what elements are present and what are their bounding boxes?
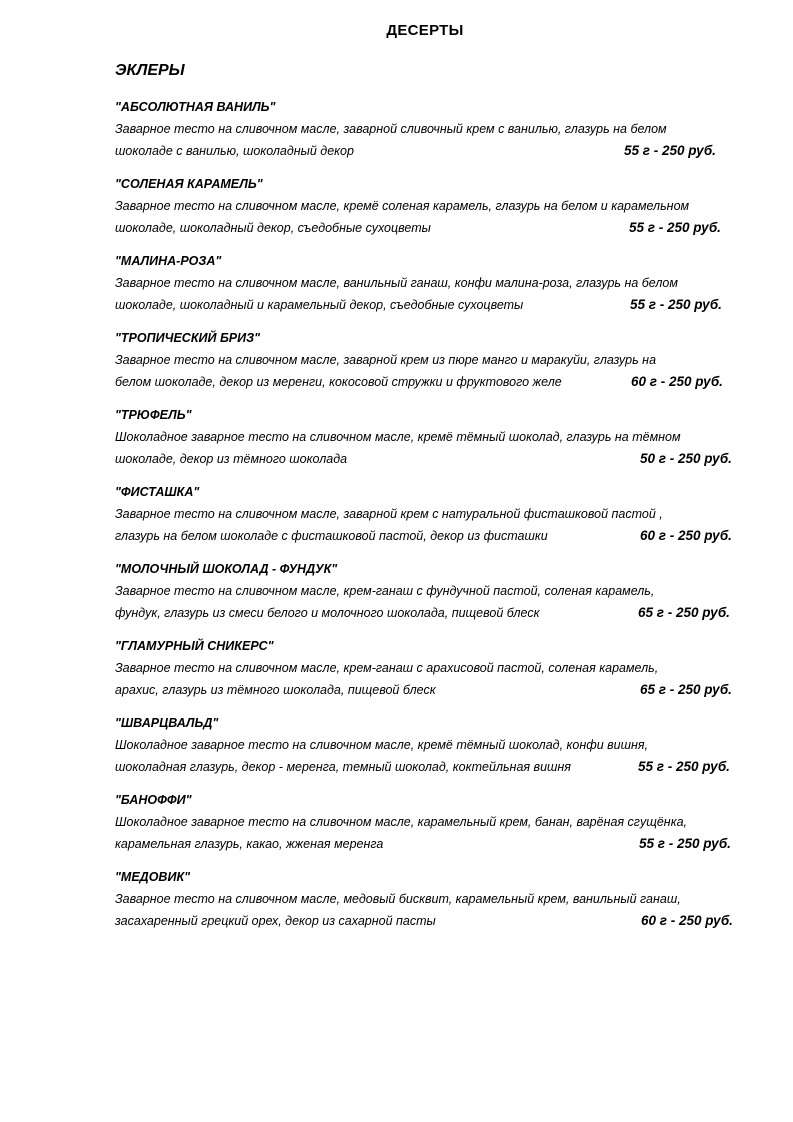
menu-item bbox=[115, 483, 755, 560]
item-description-text: белом шоколаде, декор из меренги, кокосовой стружки и фруктового желе bbox=[115, 375, 562, 389]
item-description-line1: Шоколадное заварное тесто на сливочном масле, карамельный крем, банан, варёная сгущёнка, bbox=[115, 815, 688, 829]
menu-item bbox=[115, 406, 755, 483]
item-name: "МОЛОЧНЫЙ ШОКОЛАД - ФУНДУК" bbox=[115, 562, 338, 576]
menu-item bbox=[115, 637, 755, 714]
item-description-line2 bbox=[115, 833, 755, 855]
item-name: "ФИСТАШКА" bbox=[115, 485, 200, 499]
menu-items-list bbox=[115, 98, 755, 945]
menu-item bbox=[115, 560, 755, 637]
item-description-text: шоколаде, шоколадный декор, съедобные сухоцветы bbox=[115, 221, 431, 235]
item-description-line2 bbox=[115, 294, 755, 316]
item-description-line2 bbox=[115, 525, 755, 547]
item-description-line2 bbox=[115, 602, 755, 624]
item-description-line1: Заварное тесто на сливочном масле, ванильный ганаш, конфи малина-роза, глазурь на белом bbox=[115, 276, 678, 290]
item-description-text: карамельная глазурь, какао, жженая меренга bbox=[115, 837, 384, 851]
item-description-line1: Заварное тесто на сливочном масле, заварной сливочный крем с ванилью, глазурь на белом bbox=[115, 122, 667, 136]
menu-item bbox=[115, 791, 755, 868]
item-name: "ТРОПИЧЕСКИЙ БРИЗ" bbox=[115, 331, 261, 345]
item-description-line2 bbox=[115, 371, 755, 393]
page-title: ДЕСЕРТЫ bbox=[386, 22, 464, 39]
item-name: "БАНОФФИ" bbox=[115, 793, 192, 807]
menu-item bbox=[115, 329, 755, 406]
item-description-text: арахис, глазурь из тёмного шоколада, пищевой блеск bbox=[115, 683, 436, 697]
item-description-line1: Заварное тесто на сливочном масле, заварной крем из пюре манго и маракуйи, глазурь на bbox=[115, 353, 657, 367]
menu-item bbox=[115, 98, 755, 175]
item-name: "СОЛЕНАЯ КАРАМЕЛЬ" bbox=[115, 177, 263, 191]
item-description-line2 bbox=[115, 448, 755, 470]
item-price: 50 г - 250 руб. bbox=[640, 451, 732, 466]
menu-item bbox=[115, 868, 755, 945]
item-price: 60 г - 250 руб. bbox=[640, 528, 732, 543]
item-price: 55 г - 250 руб. bbox=[630, 297, 722, 312]
item-price: 55 г - 250 руб. bbox=[629, 220, 721, 235]
item-price: 65 г - 250 руб. bbox=[640, 682, 732, 697]
item-description-text: глазурь на белом шоколаде с фисташковой пастой, декор из фисташки bbox=[115, 529, 548, 543]
item-description-line2 bbox=[115, 679, 755, 701]
item-description-line2 bbox=[115, 910, 755, 932]
menu-item bbox=[115, 252, 755, 329]
section-title: ЭКЛЕРЫ bbox=[115, 62, 185, 79]
item-description-text: шоколаде, декор из тёмного шоколада bbox=[115, 452, 348, 466]
item-description-line1: Заварное тесто на сливочном масле, крем-ганаш с фундучной пастой, соленая карамель, bbox=[115, 584, 655, 598]
item-description-line1: Шоколадное заварное тесто на сливочном масле, кремё тёмный шоколад, глазурь на тёмном bbox=[115, 430, 681, 444]
item-description-line1: Заварное тесто на сливочном масле, медовый бисквит, карамельный крем, ванильный ганаш, bbox=[115, 892, 681, 906]
item-price: 55 г - 250 руб. bbox=[624, 143, 716, 158]
item-price: 60 г - 250 руб. bbox=[641, 913, 733, 928]
item-name: "ГЛАМУРНЫЙ СНИКЕРС" bbox=[115, 639, 274, 653]
item-price: 55 г - 250 руб. bbox=[638, 759, 730, 774]
item-name: "МЕДОВИК" bbox=[115, 870, 191, 884]
menu-item bbox=[115, 714, 755, 791]
item-description-line1: Заварное тесто на сливочном масле, кремё соленая карамель, глазурь на белом и карамельном bbox=[115, 199, 690, 213]
menu-item bbox=[115, 175, 755, 252]
item-description-line1: Шоколадное заварное тесто на сливочном масле, кремё тёмный шоколад, конфи вишня, bbox=[115, 738, 649, 752]
item-description-line2 bbox=[115, 217, 755, 239]
item-description-line1: Заварное тесто на сливочном масле, заварной крем с натуральной фисташковой пастой , bbox=[115, 507, 663, 521]
item-name: "АБСОЛЮТНАЯ ВАНИЛЬ" bbox=[115, 100, 276, 114]
item-price: 65 г - 250 руб. bbox=[638, 605, 730, 620]
item-description-line2 bbox=[115, 756, 755, 778]
item-description-line1: Заварное тесто на сливочном масле, крем-ганаш с арахисовой пастой, соленая карамель, bbox=[115, 661, 659, 675]
item-name: "ШВАРЦВАЛЬД" bbox=[115, 716, 219, 730]
item-description-text: засахаренный грецкий орех, декор из сахарной пасты bbox=[115, 914, 436, 928]
item-price: 55 г - 250 руб. bbox=[639, 836, 731, 851]
item-price: 60 г - 250 руб. bbox=[631, 374, 723, 389]
item-description-text: шоколаде, шоколадный и карамельный декор, съедобные сухоцветы bbox=[115, 298, 524, 312]
item-description-text: фундук, глазурь из смеси белого и молочного шоколада, пищевой блеск bbox=[115, 606, 540, 620]
item-description-text: шоколаде с ванилью, шоколадный декор bbox=[115, 144, 354, 158]
item-name: "ТРЮФЕЛЬ" bbox=[115, 408, 192, 422]
item-description-text: шоколадная глазурь, декор - меренга, темный шоколад, коктейльная вишня bbox=[115, 760, 571, 774]
item-name: "МАЛИНА-РОЗА" bbox=[115, 254, 222, 268]
item-description-line2 bbox=[115, 140, 755, 162]
